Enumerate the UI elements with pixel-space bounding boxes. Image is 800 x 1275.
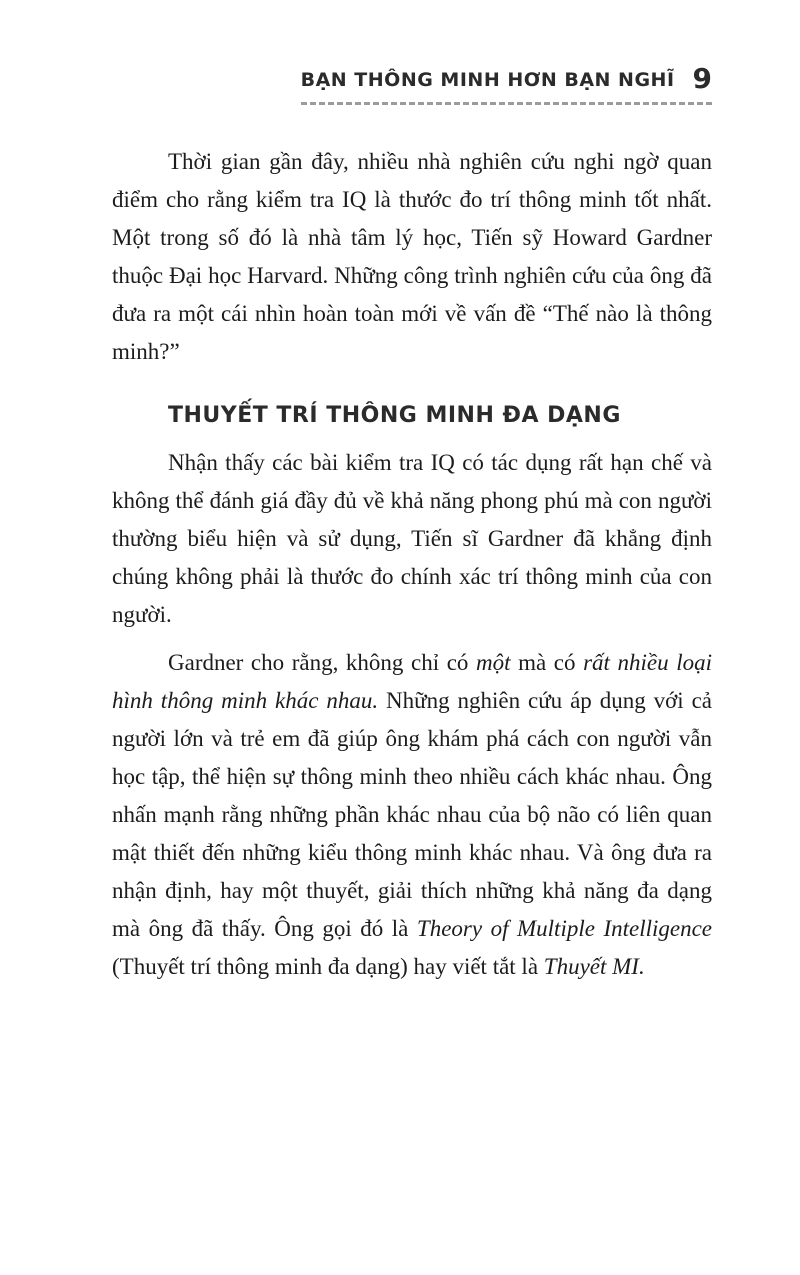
header-dashed-divider xyxy=(301,102,712,105)
running-head-title: BẠN THÔNG MINH HƠN BẠN NGHĨ xyxy=(300,69,675,91)
text-run: Những nghiên cứu áp dụng với cả người lớn và trẻ em đã giúp ông khám phá cách con người vẫn học tập, thể hiện sự thông minh theo nhiều cách khác nhau. Ông nhấn mạnh rằng những phần khác nhau của bộ não có liên quan mật thiết đến những kiểu thông minh khác nhau. Và ông đưa ra nhận định, hay một thuyết, giải thích những khả năng đa dạng mà ông đã thấy. Ông gọi đó là xyxy=(112,688,712,941)
text-run-italic: Thuyết MI. xyxy=(543,954,645,979)
text-run-italic: rất nhiều loại hình thông minh khác nhau. xyxy=(112,650,712,713)
paragraph-iq-limits: Nhận thấy các bài kiểm tra IQ có tác dụng rất hạn chế và không thể đánh giá đầy đủ về khả năng phong phú mà con người thường biểu hiện và sử dụng, Tiến sĩ Gardner đã khẳng định chúng không phải là thước đo chính xác trí thông minh của con người. xyxy=(112,450,712,627)
text-run-italic: Theory of Multiple Intelligence xyxy=(416,916,713,941)
paragraph-multiple-intelligence xyxy=(112,644,712,986)
text-run: Gardner cho rằng, không chỉ có xyxy=(168,650,477,675)
paragraph-intro: Thời gian gần đây, nhiều nhà nghiên cứu nghi ngờ quan điểm cho rằng kiểm tra IQ là thước đo trí thông minh tốt nhất. Một trong số đó là nhà tâm lý học, Tiến sỹ Howard Gardner thuộc Đại học Harvard. Những công trình nghiên cứu của ông đã đưa ra một cái nhìn hoàn toàn mới về vấn đề “Thế nào là thông minh?” xyxy=(112,149,712,364)
section-heading: THUYẾT TRÍ THÔNG MINH ĐA DẠNG xyxy=(168,403,621,428)
text-run: (Thuyết trí thông minh đa dạng) hay viết tắt là xyxy=(112,954,544,979)
text-run-italic: một xyxy=(476,650,511,675)
text-run: mà có xyxy=(510,650,584,675)
running-head-block xyxy=(301,62,712,105)
page-number: 9 xyxy=(692,62,712,95)
page-header xyxy=(112,62,712,105)
page-body xyxy=(112,143,712,986)
